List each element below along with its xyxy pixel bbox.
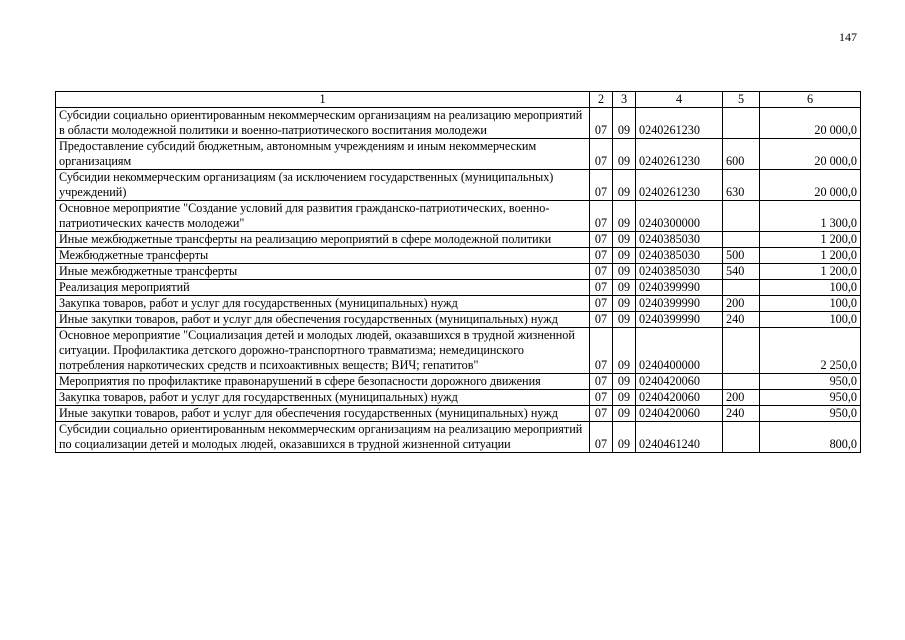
table-row bbox=[56, 108, 861, 139]
row-expense-type bbox=[723, 422, 760, 453]
row-target-code: 0240300000 bbox=[636, 201, 723, 232]
table-row bbox=[56, 170, 861, 201]
table-row bbox=[56, 312, 861, 328]
table-row bbox=[56, 232, 861, 248]
row-amount: 950,0 bbox=[760, 406, 861, 422]
row-amount: 20 000,0 bbox=[760, 139, 861, 170]
row-subsection: 09 bbox=[613, 248, 636, 264]
row-amount: 100,0 bbox=[760, 280, 861, 296]
header-cell-expense-type: 5 bbox=[723, 92, 760, 108]
row-subsection: 09 bbox=[613, 108, 636, 139]
row-subsection: 09 bbox=[613, 280, 636, 296]
row-target-code: 0240420060 bbox=[636, 374, 723, 390]
row-section: 07 bbox=[590, 374, 613, 390]
row-target-code: 0240399990 bbox=[636, 296, 723, 312]
row-section: 07 bbox=[590, 390, 613, 406]
row-subsection: 09 bbox=[613, 374, 636, 390]
row-subsection: 09 bbox=[613, 264, 636, 280]
row-name: Закупка товаров, работ и услуг для государственных (муниципальных) нужд bbox=[56, 296, 590, 312]
table-row bbox=[56, 406, 861, 422]
row-target-code: 0240399990 bbox=[636, 280, 723, 296]
row-expense-type: 630 bbox=[723, 170, 760, 201]
row-target-code: 0240399990 bbox=[636, 312, 723, 328]
row-section: 07 bbox=[590, 312, 613, 328]
row-amount: 100,0 bbox=[760, 312, 861, 328]
row-subsection: 09 bbox=[613, 312, 636, 328]
header-cell-section: 2 bbox=[590, 92, 613, 108]
row-section: 07 bbox=[590, 248, 613, 264]
table-row bbox=[56, 280, 861, 296]
row-expense-type bbox=[723, 280, 760, 296]
header-cell-name: 1 bbox=[56, 92, 590, 108]
row-section: 07 bbox=[590, 328, 613, 374]
row-expense-type bbox=[723, 328, 760, 374]
table-row bbox=[56, 296, 861, 312]
row-target-code: 0240385030 bbox=[636, 232, 723, 248]
row-subsection: 09 bbox=[613, 296, 636, 312]
row-name: Предоставление субсидий бюджетным, автономным учреждениям и иным некоммерческим организациям bbox=[56, 139, 590, 170]
row-expense-type bbox=[723, 108, 760, 139]
row-section: 07 bbox=[590, 296, 613, 312]
row-amount: 2 250,0 bbox=[760, 328, 861, 374]
row-subsection: 09 bbox=[613, 232, 636, 248]
budget-table bbox=[55, 91, 861, 453]
row-expense-type: 540 bbox=[723, 264, 760, 280]
row-expense-type: 500 bbox=[723, 248, 760, 264]
row-name: Субсидии социально ориентированным некоммерческим организациям на реализацию мероприятий по социализации детей и молодых людей, оказавшихся в трудной жизненной ситуации bbox=[56, 422, 590, 453]
row-subsection: 09 bbox=[613, 201, 636, 232]
row-expense-type: 240 bbox=[723, 406, 760, 422]
row-amount: 20 000,0 bbox=[760, 170, 861, 201]
row-name: Субсидии социально ориентированным некоммерческим организациям на реализацию мероприятий в области молодежной политики и военно-патриотического воспитания молодежи bbox=[56, 108, 590, 139]
row-expense-type bbox=[723, 201, 760, 232]
row-subsection: 09 bbox=[613, 170, 636, 201]
header-cell-subsection: 3 bbox=[613, 92, 636, 108]
row-subsection: 09 bbox=[613, 422, 636, 453]
row-expense-type: 200 bbox=[723, 390, 760, 406]
row-expense-type: 600 bbox=[723, 139, 760, 170]
row-target-code: 0240261230 bbox=[636, 108, 723, 139]
row-target-code: 0240385030 bbox=[636, 248, 723, 264]
header-cell-amount: 6 bbox=[760, 92, 861, 108]
row-name: Мероприятия по профилактике правонарушений в сфере безопасности дорожного движения bbox=[56, 374, 590, 390]
row-subsection: 09 bbox=[613, 390, 636, 406]
row-amount: 100,0 bbox=[760, 296, 861, 312]
table-header-row bbox=[56, 92, 861, 108]
table-row bbox=[56, 139, 861, 170]
row-section: 07 bbox=[590, 264, 613, 280]
row-name: Межбюджетные трансферты bbox=[56, 248, 590, 264]
row-amount: 1 300,0 bbox=[760, 201, 861, 232]
row-target-code: 0240420060 bbox=[636, 406, 723, 422]
row-name: Иные закупки товаров, работ и услуг для обеспечения государственных (муниципальных) нужд bbox=[56, 312, 590, 328]
row-subsection: 09 bbox=[613, 406, 636, 422]
row-expense-type bbox=[723, 232, 760, 248]
row-expense-type bbox=[723, 374, 760, 390]
row-section: 07 bbox=[590, 422, 613, 453]
table-row bbox=[56, 328, 861, 374]
row-amount: 1 200,0 bbox=[760, 232, 861, 248]
table-row bbox=[56, 201, 861, 232]
table-row bbox=[56, 264, 861, 280]
row-section: 07 bbox=[590, 201, 613, 232]
row-name: Субсидии некоммерческим организациям (за исключением государственных (муниципальных) учреждений) bbox=[56, 170, 590, 201]
table-row bbox=[56, 422, 861, 453]
page-number: 147 bbox=[839, 30, 857, 44]
row-name: Основное мероприятие "Создание условий для развития гражданско-патриотических, военно-патриотических качеств молодежи" bbox=[56, 201, 590, 232]
row-section: 07 bbox=[590, 280, 613, 296]
row-amount: 950,0 bbox=[760, 390, 861, 406]
row-name: Основное мероприятие "Социализация детей и молодых людей, оказавшихся в трудной жизненной ситуации. Профилактика детского дорожно-транспортного травматизма; немедицинского потребления наркотических средств и психоактивных веществ; ВИЧ; гепатитов" bbox=[56, 328, 590, 374]
row-target-code: 0240261230 bbox=[636, 139, 723, 170]
table-row bbox=[56, 390, 861, 406]
row-target-code: 0240420060 bbox=[636, 390, 723, 406]
row-name: Иные закупки товаров, работ и услуг для обеспечения государственных (муниципальных) нужд bbox=[56, 406, 590, 422]
row-section: 07 bbox=[590, 108, 613, 139]
row-section: 07 bbox=[590, 139, 613, 170]
row-amount: 20 000,0 bbox=[760, 108, 861, 139]
table-row bbox=[56, 248, 861, 264]
table-row bbox=[56, 374, 861, 390]
row-expense-type: 200 bbox=[723, 296, 760, 312]
row-target-code: 0240385030 bbox=[636, 264, 723, 280]
row-subsection: 09 bbox=[613, 328, 636, 374]
row-amount: 800,0 bbox=[760, 422, 861, 453]
row-section: 07 bbox=[590, 406, 613, 422]
row-amount: 1 200,0 bbox=[760, 248, 861, 264]
header-cell-target-code: 4 bbox=[636, 92, 723, 108]
row-name: Реализация мероприятий bbox=[56, 280, 590, 296]
row-name: Иные межбюджетные трансферты на реализацию мероприятий в сфере молодежной политики bbox=[56, 232, 590, 248]
row-amount: 1 200,0 bbox=[760, 264, 861, 280]
row-section: 07 bbox=[590, 232, 613, 248]
row-target-code: 0240461240 bbox=[636, 422, 723, 453]
row-expense-type: 240 bbox=[723, 312, 760, 328]
row-name: Закупка товаров, работ и услуг для государственных (муниципальных) нужд bbox=[56, 390, 590, 406]
row-name: Иные межбюджетные трансферты bbox=[56, 264, 590, 280]
row-target-code: 0240261230 bbox=[636, 170, 723, 201]
row-section: 07 bbox=[590, 170, 613, 201]
row-amount: 950,0 bbox=[760, 374, 861, 390]
row-target-code: 0240400000 bbox=[636, 328, 723, 374]
row-subsection: 09 bbox=[613, 139, 636, 170]
